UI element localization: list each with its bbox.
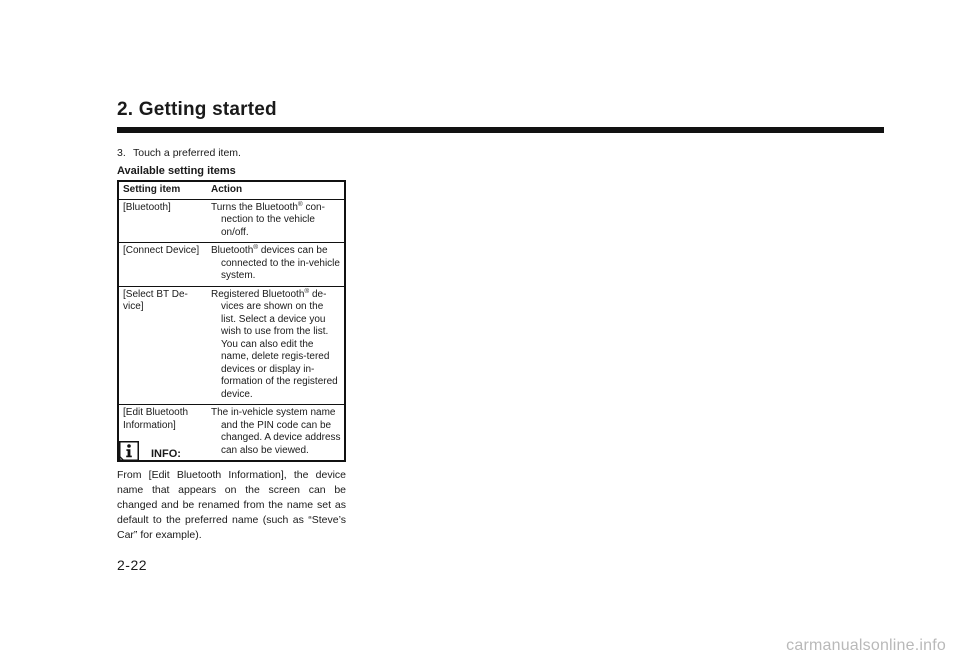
column-header-action: Action xyxy=(211,184,243,195)
settings-table xyxy=(117,180,346,462)
table-row xyxy=(118,243,345,287)
action-cell: The in-vehicle system name and the PIN code can be changed. A device address can also be viewed. xyxy=(209,405,345,462)
setting-item-cell: [Edit Bluetooth Information] xyxy=(118,405,209,462)
step-instruction xyxy=(117,147,241,159)
chapter-title: 2. Getting started xyxy=(117,99,277,120)
setting-item-cell: [Bluetooth] xyxy=(118,199,209,243)
info-icon xyxy=(119,441,139,461)
page-number: 2-22 xyxy=(117,557,148,573)
action-cell: Registered Bluetooth® de-vices are shown on the list. Select a device you wish to use from the list. You can also edit the name, delete regis-tered devices or display in-formation of the registered device. xyxy=(209,286,345,405)
header-rule xyxy=(117,127,884,133)
info-text: From [Edit Bluetooth Information], the device name that appears on the screen can be changed and be renamed from the name set as default to the preferred name (such as “Steve’s Car” for example). xyxy=(117,469,346,541)
section-title: Available setting items xyxy=(117,165,236,177)
step-text: Touch a preferred item. xyxy=(133,147,241,159)
action-cell: Bluetooth® devices can be connected to the in-vehicle system. xyxy=(209,243,345,287)
watermark: carmanualsonline.info xyxy=(786,637,946,654)
info-label: INFO: xyxy=(151,448,181,460)
table-row xyxy=(118,199,345,243)
setting-item-cell: [Connect Device] xyxy=(118,243,209,287)
table-header-row xyxy=(118,181,345,199)
table-row xyxy=(118,286,345,405)
action-cell: Turns the Bluetooth® con-nection to the vehicle on/off. xyxy=(209,199,345,243)
setting-item-cell: [Select BT De-vice] xyxy=(118,286,209,405)
step-number: 3. xyxy=(117,147,126,159)
column-header-setting-item: Setting item xyxy=(123,184,181,195)
